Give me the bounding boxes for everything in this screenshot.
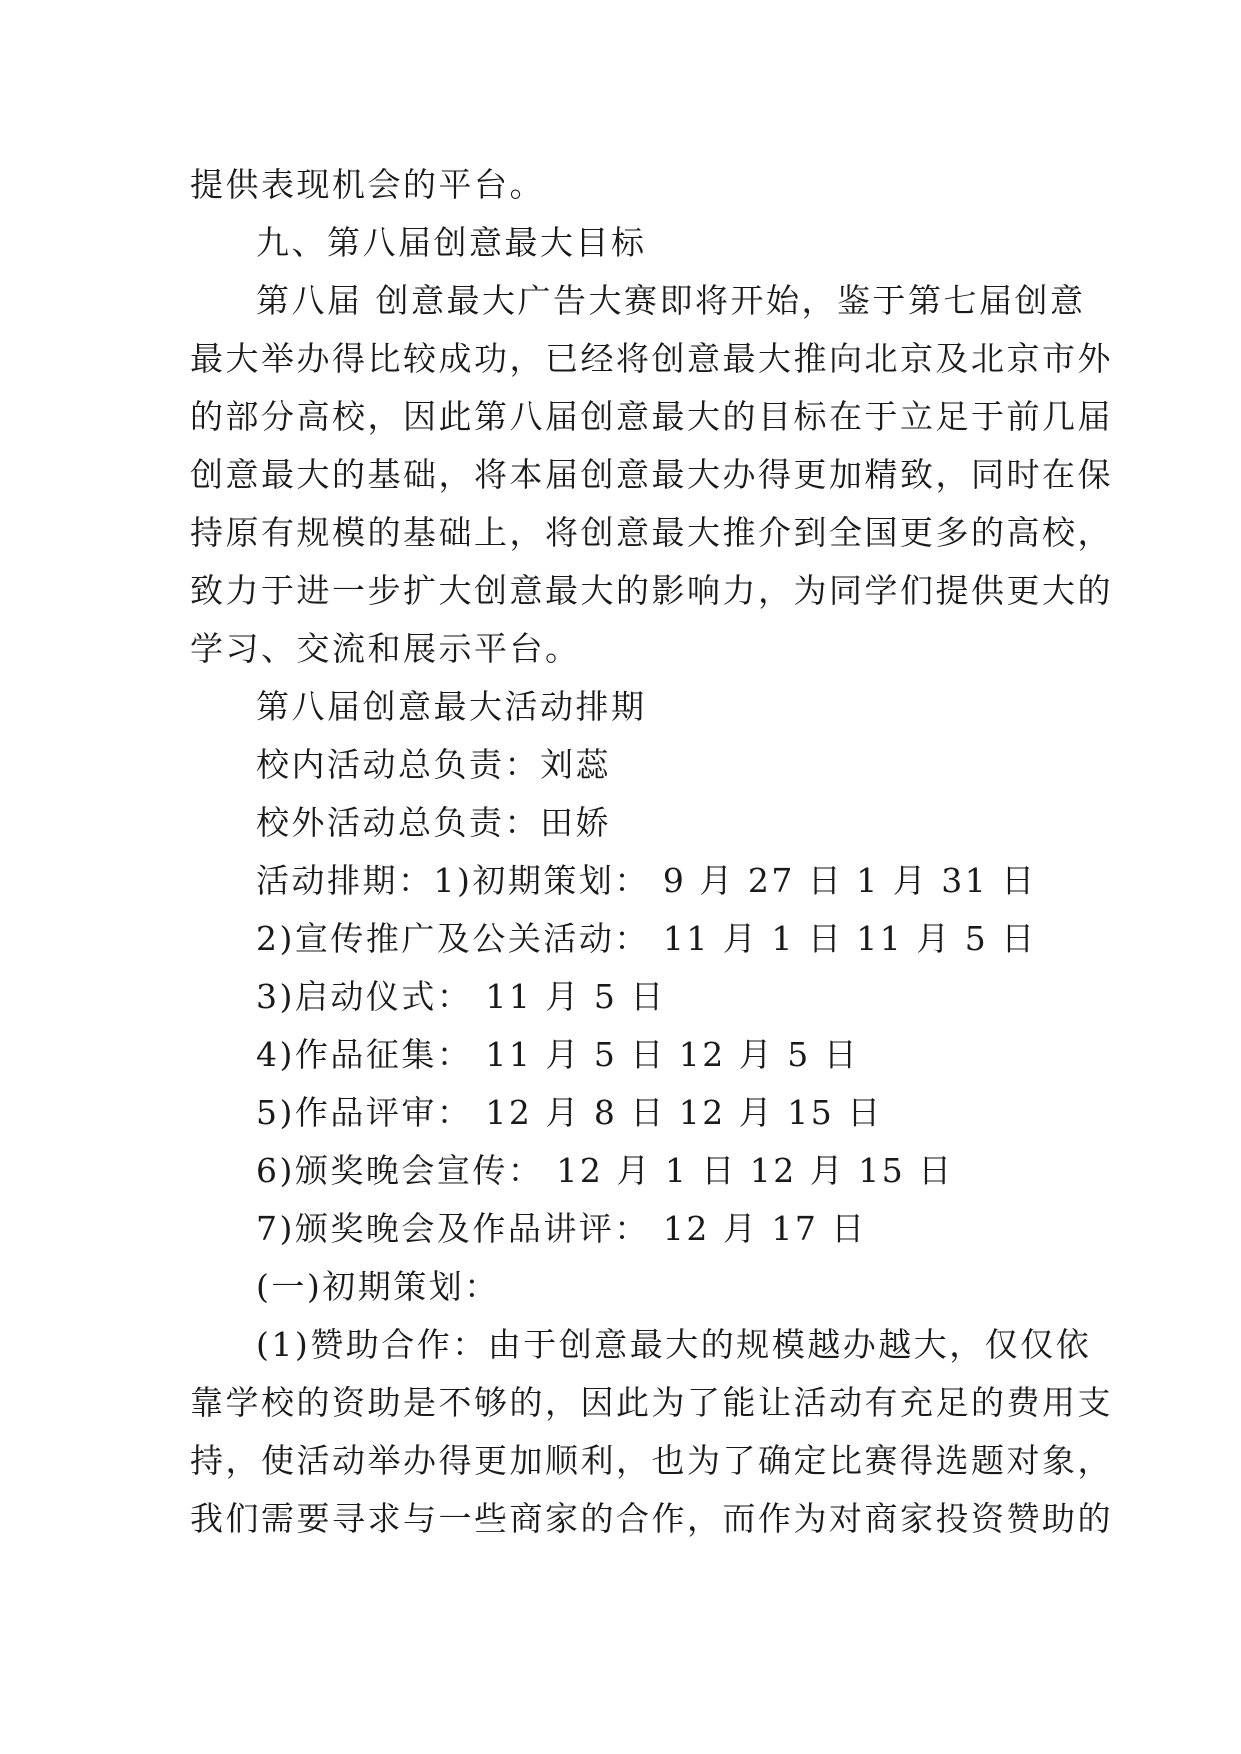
schedule-item: 5)作品评审： 12 月 8 日 12 月 15 日 — [256, 1093, 883, 1132]
paragraph-line: 我们需要寻求与一些商家的合作，而作为对商家投资赞助的 — [190, 1499, 1113, 1538]
section-heading: 九、第八届创意最大目标 — [256, 223, 647, 262]
paragraph-line: 靠学校的资助是不够的，因此为了能让活动有充足的费用支 — [190, 1383, 1113, 1422]
subsection-heading: (一)初期策划： — [256, 1267, 500, 1306]
paragraph-line: 的部分高校，因此第八届创意最大的目标在于立足于前几届 — [190, 397, 1113, 436]
paragraph-line: 最大举办得比较成功，已经将创意最大推向北京及北京市外 — [190, 339, 1113, 378]
paragraph-line: (1)赞助合作：由于创意最大的规模越办越大，仅仅依 — [256, 1325, 1092, 1364]
schedule-item: 6)颁奖晚会宣传： 12 月 1 日 12 月 15 日 — [256, 1151, 954, 1190]
schedule-item: 活动排期：1)初期策划： 9 月 27 日 1 月 31 日 — [256, 861, 1037, 900]
schedule-heading: 第八届创意最大活动排期 — [256, 687, 647, 726]
external-lead: 校外活动总负责：田娇 — [256, 803, 611, 842]
internal-lead: 校内活动总负责：刘蕊 — [256, 745, 611, 784]
schedule-item: 3)启动仪式： 11 月 5 日 — [256, 977, 666, 1016]
schedule-item: 2)宣传推广及公关活动： 11 月 1 日 11 月 5 日 — [256, 919, 1037, 958]
schedule-item: 4)作品征集： 11 月 5 日 12 月 5 日 — [256, 1035, 860, 1074]
paragraph-line: 第八届 创意最大广告大赛即将开始，鉴于第七届创意 — [256, 281, 1086, 320]
document-body — [190, 156, 1113, 1548]
paragraph-line: 持，使活动举办得更加顺利，也为了确定比赛得选题对象， — [190, 1441, 1113, 1480]
paragraph-line: 提供表现机会的平台。 — [190, 165, 545, 204]
paragraph-line: 学习、交流和展示平台。 — [190, 629, 581, 668]
paragraph-line: 致力于进一步扩大创意最大的影响力，为同学们提供更大的 — [190, 571, 1113, 610]
paragraph-line: 创意最大的基础，将本届创意最大办得更加精致，同时在保 — [190, 455, 1113, 494]
paragraph-line: 持原有规模的基础上，将创意最大推介到全国更多的高校， — [190, 513, 1113, 552]
schedule-item: 7)颁奖晚会及作品讲评： 12 月 17 日 — [256, 1209, 867, 1248]
